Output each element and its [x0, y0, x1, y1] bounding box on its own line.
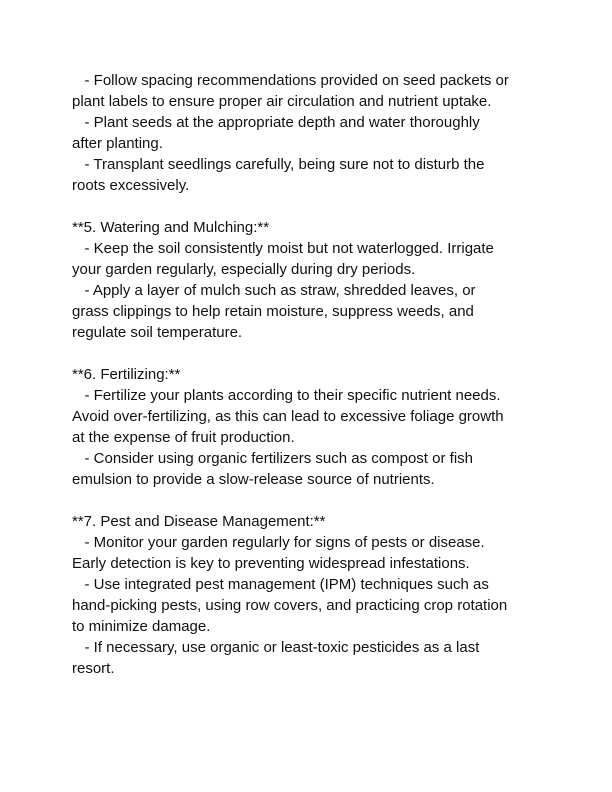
- bullet-line: at the expense of fruit production.: [72, 429, 295, 446]
- bullet-line: - Keep the soil consistently moist but not waterlogged. Irrigate: [72, 240, 494, 257]
- paragraph-gap: [72, 343, 544, 364]
- section-heading: **6. Fertilizing:**: [72, 366, 181, 383]
- bullet-line: - If necessary, use organic or least-toxic pesticides as a last: [72, 639, 480, 656]
- bullet-line: emulsion to provide a slow-release source of nutrients.: [72, 471, 435, 488]
- bullet-line: - Consider using organic fertilizers such as compost or fish: [72, 450, 473, 467]
- paragraph-gap: [72, 196, 544, 217]
- bullet-line: - Apply a layer of mulch such as straw, shredded leaves, or: [72, 282, 476, 299]
- bullet-line: regulate soil temperature.: [72, 324, 243, 341]
- section-5-watering-mulching: [72, 217, 544, 343]
- section-heading: **5. Watering and Mulching:**: [72, 219, 270, 236]
- document-body: [72, 70, 544, 679]
- bullet-line: - Monitor your garden regularly for signs of pests or disease.: [72, 534, 485, 551]
- bullet-line: after planting.: [72, 135, 163, 152]
- section-7-pest-disease: [72, 511, 544, 679]
- bullet-line: grass clippings to help retain moisture, suppress weeds, and: [72, 303, 474, 320]
- bullet-line: Early detection is key to preventing widespread infestations.: [72, 555, 470, 572]
- bullet-line: resort.: [72, 660, 115, 677]
- section-heading: **7. Pest and Disease Management:**: [72, 513, 326, 530]
- bullet-line: hand-picking pests, using row covers, and practicing crop rotation: [72, 597, 508, 614]
- section-6-fertilizing: [72, 364, 544, 490]
- section-4-continued: [72, 70, 544, 196]
- bullet-line: - Plant seeds at the appropriate depth and water thoroughly: [72, 114, 480, 131]
- bullet-line: to minimize damage.: [72, 618, 211, 635]
- bullet-line: - Use integrated pest management (IPM) techniques such as: [72, 576, 489, 593]
- bullet-line: your garden regularly, especially during dry periods.: [72, 261, 416, 278]
- bullet-line: - Fertilize your plants according to their specific nutrient needs.: [72, 387, 501, 404]
- bullet-line: roots excessively.: [72, 177, 190, 194]
- bullet-line: - Transplant seedlings carefully, being sure not to disturb the: [72, 156, 485, 173]
- bullet-line: plant labels to ensure proper air circulation and nutrient uptake.: [72, 93, 492, 110]
- bullet-line: Avoid over-fertilizing, as this can lead to excessive foliage growth: [72, 408, 504, 425]
- bullet-line: - Follow spacing recommendations provided on seed packets or: [72, 72, 509, 89]
- paragraph-gap: [72, 490, 544, 511]
